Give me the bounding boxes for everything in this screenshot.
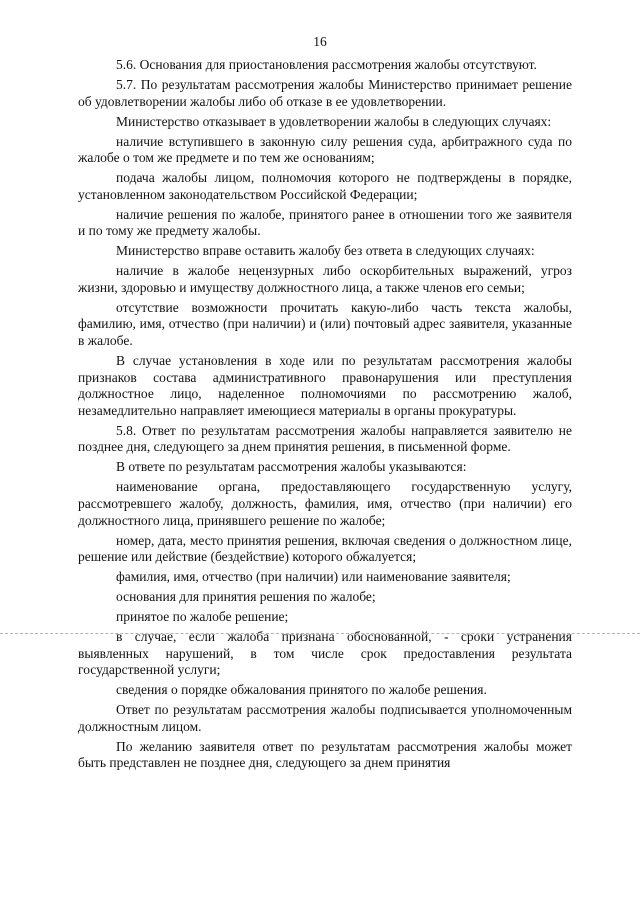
refusal-case-prior-decision: наличие решения по жалобе, принятого ранее в отношении того же заявителя и по тому же предмету жалобы. <box>78 206 572 239</box>
refusal-case-court-decision: наличие вступившего в законную силу решения суда, арбитражного суда по жалобе о том же предмете и по тем же основаниям; <box>78 133 572 166</box>
scan-artifact-line <box>0 633 640 634</box>
answer-item-applicant-name: фамилия, имя, отчество (при наличии) или наименование заявителя; <box>116 569 511 585</box>
paragraph-answer-signature: Ответ по результатам рассмотрения жалобы подписывается уполномоченным должностным лицом. <box>78 702 572 734</box>
no-answer-case-offensive: наличие в жалобе нецензурных либо оскорбительных выражений, угроз жизни, здоровью и имуществу должностного лица, а также членов его семьи; <box>78 263 572 295</box>
paragraph-5-7: 5.7. По результатам рассмотрения жалобы Министерство принимает решение об удовлетворении жалобы либо об отказе в ее удовлетворении. <box>78 76 572 109</box>
answer-item-remedy-terms: в случае, если жалоба признана обоснованной, - сроки устранения выявленных нарушений, в том числе срок предоставления результата государственной услуги; <box>78 629 572 678</box>
page-number: 16 <box>313 34 327 49</box>
document-body <box>78 57 572 775</box>
no-answer-case-unreadable: отсутствие возможности прочитать какую-либо часть текста жалобы, фамилию, имя, отчество (при наличии) и (или) почтовый адрес заявителя, указанные в жалобе. <box>78 299 572 349</box>
answer-item-grounds: основания для принятия решения по жалобе; <box>116 589 376 605</box>
paragraph-5-6: 5.6. Основания для приостановления рассмотрения жалобы отсутствуют. <box>116 57 537 72</box>
paragraph-no-answer-intro: Министерство вправе оставить жалобу без ответа в следующих случаях: <box>116 243 535 259</box>
answer-item-decision-details: номер, дата, место принятия решения, включая сведения о должностном лице, решение или действие (бездействие) которого обжалуется; <box>78 532 572 565</box>
paragraph-electronic-answer: По желанию заявителя ответ по результатам рассмотрения жалобы может быть представлен не позднее дня, следующего за днем принятия <box>78 738 572 771</box>
paragraph-refusal-intro: Министерство отказывает в удовлетворении жалобы в следующих случаях: <box>116 113 552 129</box>
paragraph-5-8: 5.8. Ответ по результатам рассмотрения жалобы направляется заявителю не позднее дня, следующего за днем принятия решения, в письменной форме. <box>78 422 572 455</box>
answer-item-decision: принятое по жалобе решение; <box>116 609 289 625</box>
answer-item-authority: наименование органа, предоставляющего государственную услугу, рассмотревшего жалобу, должность, фамилия, имя, отчество (при наличии) его должностного лица, принявшего решение по жалобе; <box>78 479 572 528</box>
refusal-case-unconfirmed-authority: подача жалобы лицом, полномочия которого не подтверждены в порядке, установленном законодательством Российской Федерации; <box>78 170 572 202</box>
answer-item-appeal-procedure: сведения о порядке обжалования принятого по жалобе решения. <box>116 682 487 698</box>
paragraph-answer-contents-intro: В ответе по результатам рассмотрения жалобы указываются: <box>116 459 467 475</box>
paragraph-prosecution: В случае установления в ходе или по результатам рассмотрения жалобы признаков состава административного правонарушения или преступления должностное лицо, наделенное полномочиями по рассмотрению жалоб, незамедлительно направляет имеющиеся материалы в органы прокуратуры. <box>78 353 572 418</box>
